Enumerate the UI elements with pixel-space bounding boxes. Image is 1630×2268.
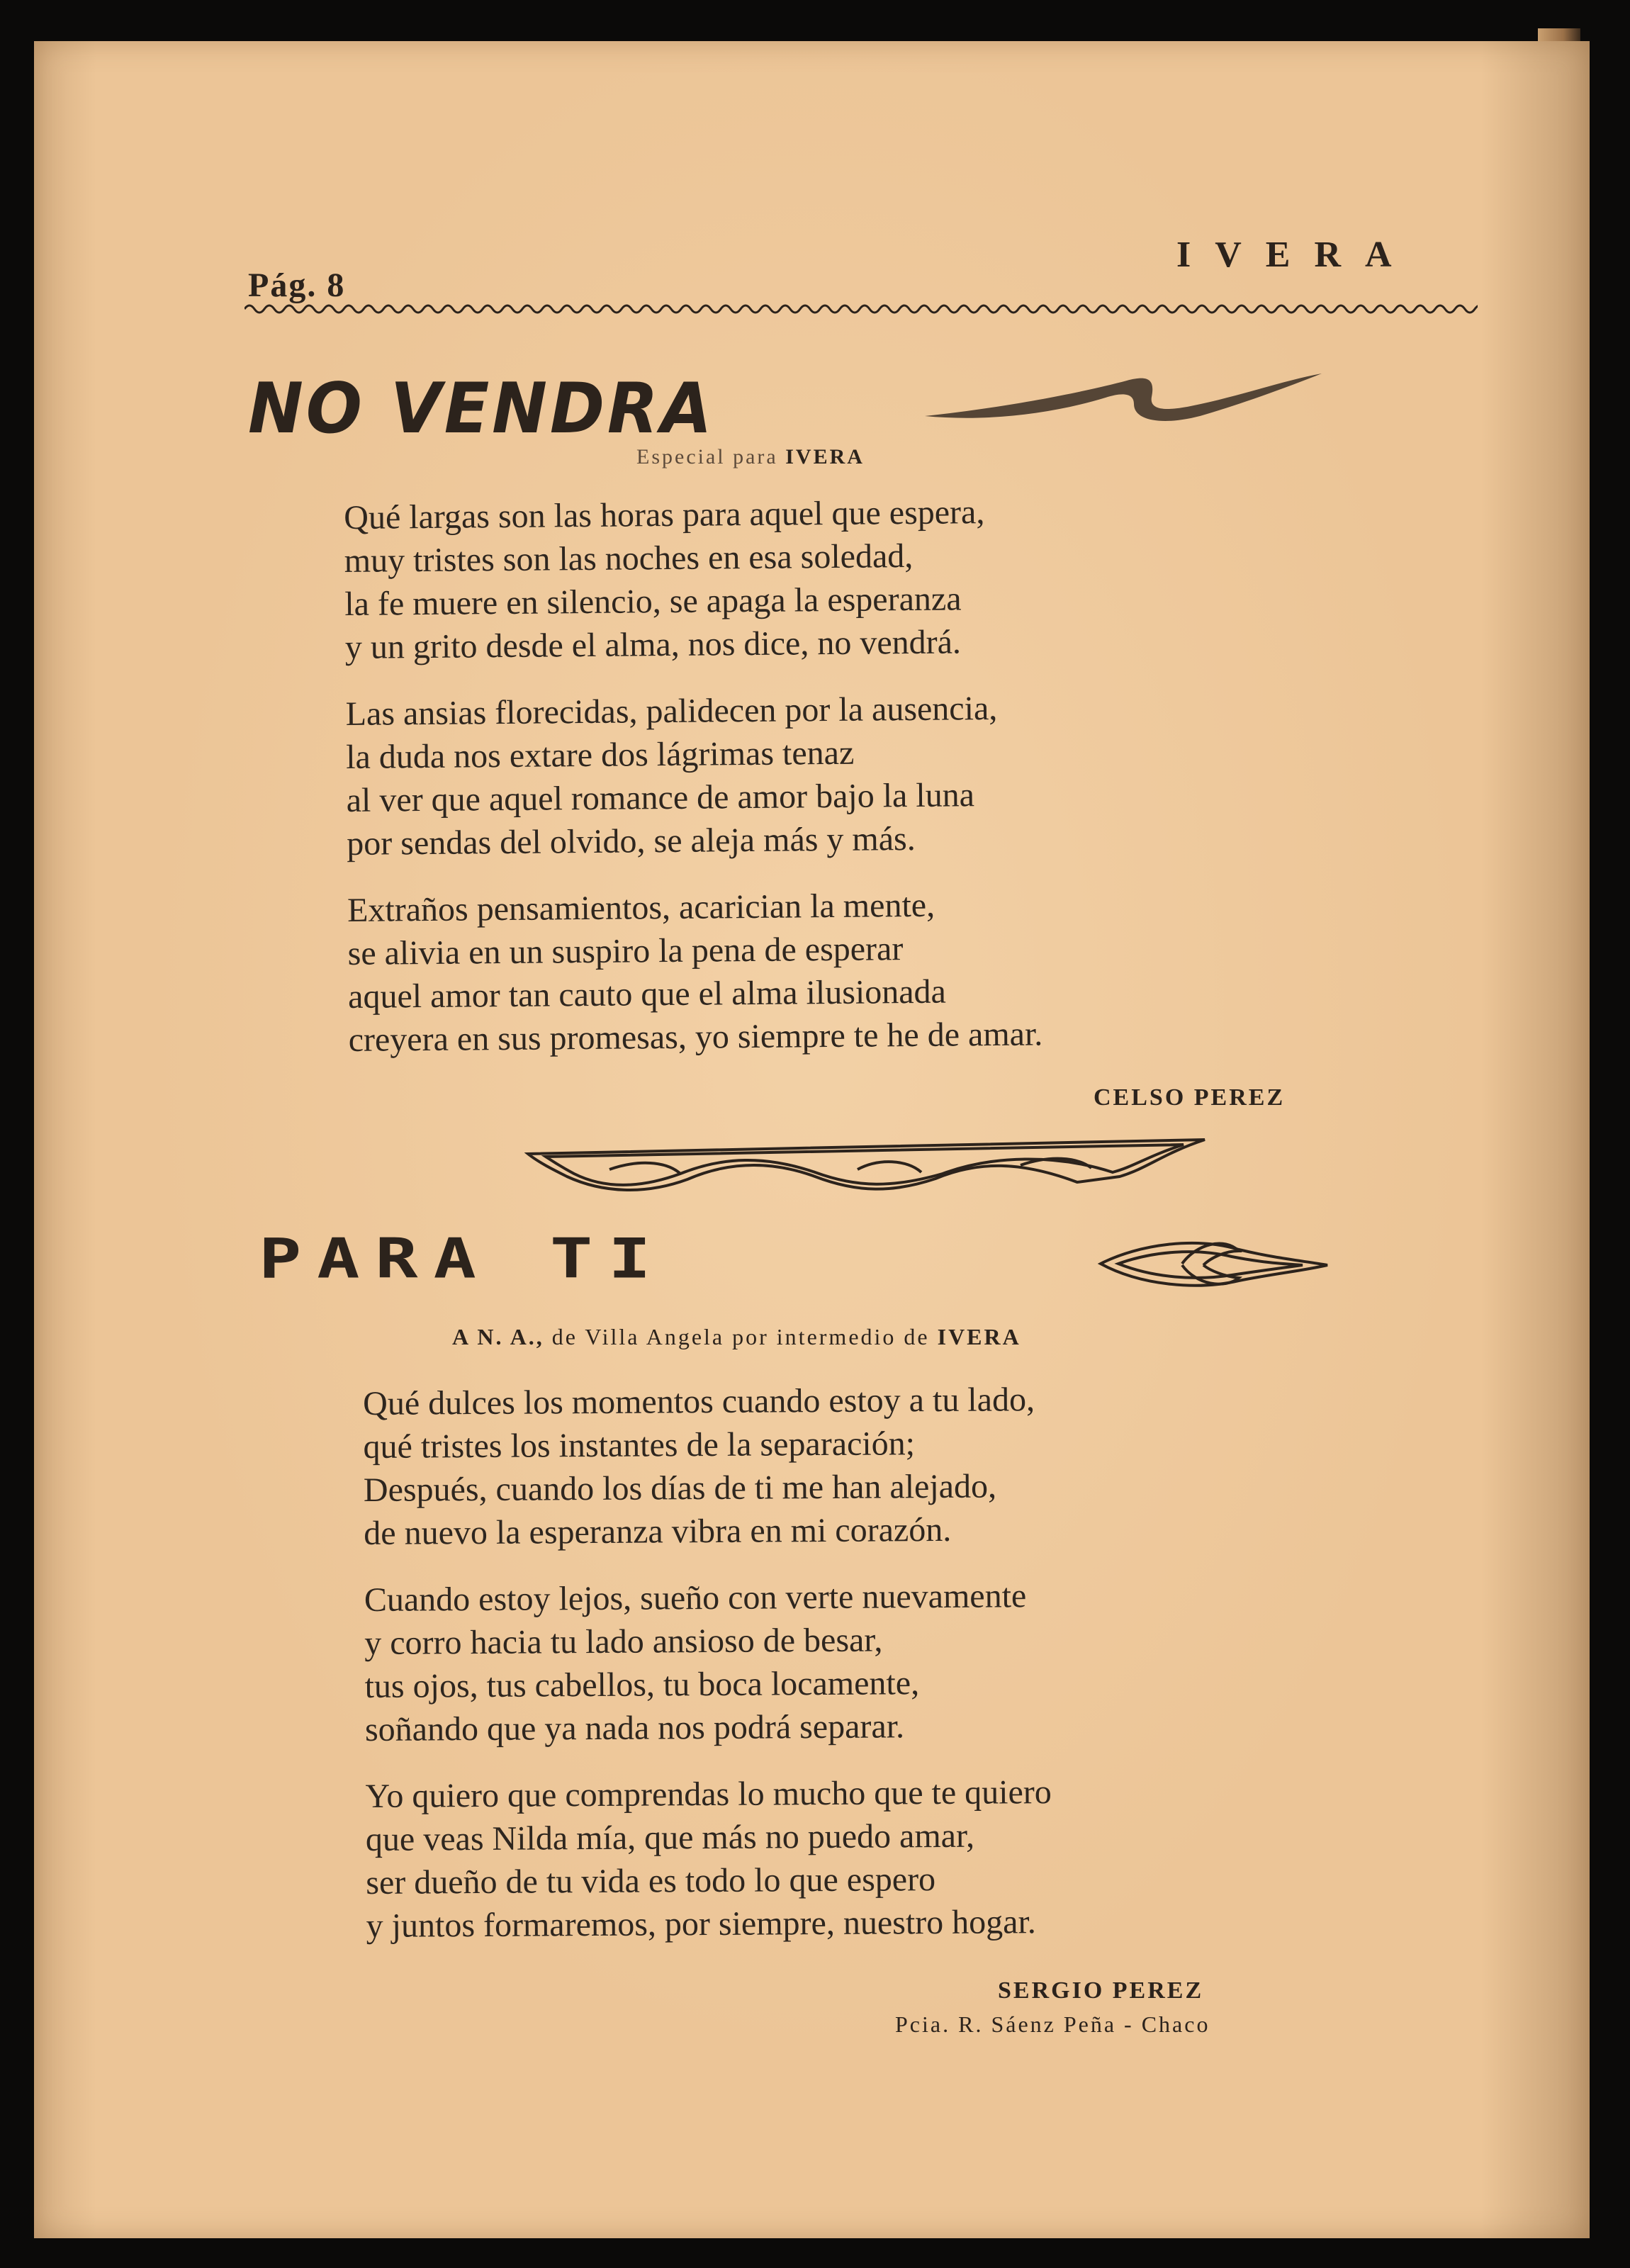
verse-line: Qué largas son las horas para aquel que espera, bbox=[344, 493, 985, 537]
dedication-initials: A N. A., bbox=[452, 1324, 544, 1349]
subtitle-prefix: Especial para bbox=[636, 445, 778, 468]
verse-line: creyera en sus promesas, yo siempre te he de amar. bbox=[348, 1015, 1043, 1059]
poem2-place: Pcia. R. Sáenz Peña - Chaco bbox=[895, 2011, 1210, 2037]
verse-line: ser dueño de tu vida es todo lo que espero bbox=[366, 1860, 936, 1902]
verse-line: soñando que ya nada nos podrá separar. bbox=[364, 1707, 905, 1748]
stanza bbox=[345, 686, 1041, 865]
poem1-subtitle bbox=[636, 445, 865, 469]
poem1-body bbox=[344, 490, 1043, 1085]
stanza bbox=[344, 490, 1040, 669]
verse-line: la fe muere en silencio, se apaga la esperanza bbox=[344, 580, 962, 623]
verse-line: Yo quiero que comprendas lo mucho que te quiero bbox=[365, 1773, 1052, 1815]
subtitle-name: IVERA bbox=[785, 445, 865, 468]
verse-line: que veas Nilda mía, que más no puedo amar, bbox=[365, 1817, 975, 1858]
poem2-dedication bbox=[452, 1324, 1021, 1350]
verse-line: aquel amor tan cauto que el alma ilusionada bbox=[347, 972, 947, 1016]
verse-line: la duda nos extare dos lágrimas tenaz bbox=[345, 734, 855, 776]
poem2-title: PARA TI bbox=[259, 1226, 667, 1291]
title-swash-ornament bbox=[921, 365, 1325, 429]
verse-line: Cuando estoy lejos, sueño con verte nuevamente bbox=[364, 1577, 1027, 1619]
poem1-author: CELSO PEREZ bbox=[1094, 1084, 1286, 1111]
verse-line: tus ojos, tus cabellos, tu boca locamente, bbox=[364, 1664, 920, 1705]
verse-line: se alivia en un suspiro la pena de esperar bbox=[347, 930, 904, 972]
dedication-name: IVERA bbox=[937, 1324, 1021, 1349]
verse-line: y juntos formaremos, por siempre, nuestro hogar. bbox=[366, 1903, 1036, 1945]
dedication-text: de Villa Angela por intermedio de bbox=[551, 1324, 930, 1349]
stanza bbox=[363, 1378, 1050, 1555]
verse-line: Las ansias florecidas, palidecen por la ausencia, bbox=[345, 689, 998, 733]
poem1-title: NO VENDRA bbox=[248, 369, 715, 449]
stanza bbox=[364, 1574, 1052, 1751]
verse-line: de nuevo la esperanza vibra en mi corazón. bbox=[364, 1510, 952, 1552]
verse-line: muy tristes son las noches en esa soledad, bbox=[344, 537, 914, 580]
verse-line: por sendas del olvido, se aleja más y más. bbox=[347, 819, 916, 863]
verse-line: y un grito desde el alma, nos dice, no vendrá. bbox=[344, 623, 962, 666]
verse-line: qué tristes los instantes de la separación; bbox=[363, 1425, 916, 1466]
poem2-author: SERGIO PEREZ bbox=[998, 1977, 1204, 2004]
stanza bbox=[365, 1770, 1052, 1948]
magazine-title: IVERA bbox=[1176, 235, 1416, 275]
header-wavy-rule bbox=[244, 296, 1478, 318]
verse-line: Qué dulces los momentos cuando estoy a tu lado, bbox=[363, 1381, 1035, 1422]
leaf-ornament bbox=[1097, 1230, 1331, 1293]
poem2-body bbox=[363, 1378, 1052, 1971]
verse-line: y corro hacia tu lado ansioso de besar, bbox=[364, 1621, 883, 1662]
page-number: Pág. 8 bbox=[248, 266, 346, 304]
verse-line: Después, cuando los días de ti me han alejado, bbox=[363, 1467, 997, 1509]
decorative-divider-ornament bbox=[524, 1133, 1219, 1196]
verse-line: al ver que aquel romance de amor bajo la luna bbox=[346, 776, 975, 819]
verse-line: Extraños pensamientos, acarician la mente, bbox=[347, 886, 935, 929]
stanza bbox=[347, 882, 1043, 1062]
